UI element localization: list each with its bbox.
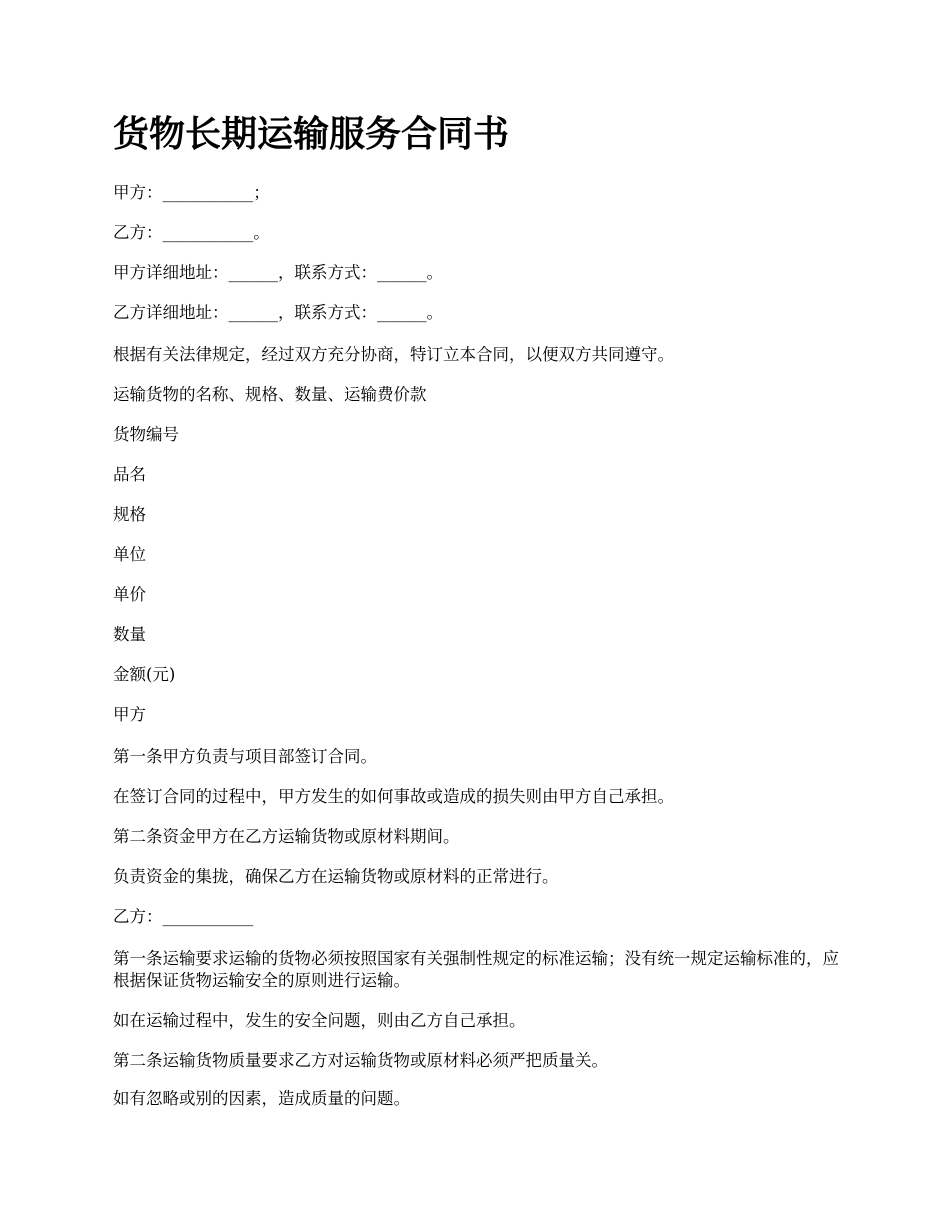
party-a-line: 甲方：___________； [113, 183, 270, 202]
goods-field-number: 货物编号 [113, 425, 179, 444]
goods-section-heading: 运输货物的名称、规格、数量、运输费价款 [113, 385, 427, 404]
document-title: 货物长期运输服务合同书 [113, 114, 510, 155]
party-a-clause-2: 第二条资金甲方在乙方运输货物或原材料期间。 [113, 827, 460, 846]
party-b-clause-2-detail: 如有忽略或别的因素，造成质量的问题。 [113, 1089, 410, 1108]
party-b-line: 乙方：___________。 [113, 223, 270, 242]
goods-field-amount: 金额(元) [113, 665, 176, 684]
party-b-section-heading: 乙方：___________ [113, 907, 254, 926]
party-a-clause-2-detail: 负责资金的集拢，确保乙方在运输货物或原材料的正常进行。 [113, 867, 559, 886]
preamble-paragraph: 根据有关法律规定，经过双方充分协商，特订立本合同，以便双方共同遵守。 [113, 345, 674, 364]
party-b-clause-1-detail: 如在运输过程中，发生的安全问题，则由乙方自己承担。 [113, 1011, 526, 1030]
goods-field-name: 品名 [113, 465, 146, 484]
goods-field-unit-price: 单价 [113, 585, 146, 604]
goods-field-spec: 规格 [113, 505, 146, 524]
goods-field-unit: 单位 [113, 545, 146, 564]
party-a-clause-1: 第一条甲方负责与项目部签订合同。 [113, 747, 377, 766]
goods-field-quantity: 数量 [113, 625, 146, 644]
party-b-clause-2: 第二条运输货物质量要求乙方对运输货物或原材料必须严把质量关。 [113, 1051, 608, 1070]
party-a-clause-1-detail: 在签订合同的过程中，甲方发生的如何事故或造成的损失则由甲方自己承担。 [113, 787, 674, 806]
party-b-address-line: 乙方详细地址：______，联系方式：______。 [113, 303, 443, 322]
party-a-section-heading: 甲方 [113, 705, 146, 724]
party-a-address-line: 甲方详细地址：______，联系方式：______。 [113, 263, 443, 282]
party-b-clause-1: 第一条运输要求运输的货物必须按照国家有关强制性规定的标准运输；没有统一规定运输标准的，应根据保证货物运输安全的原则进行运输。 [113, 949, 839, 990]
